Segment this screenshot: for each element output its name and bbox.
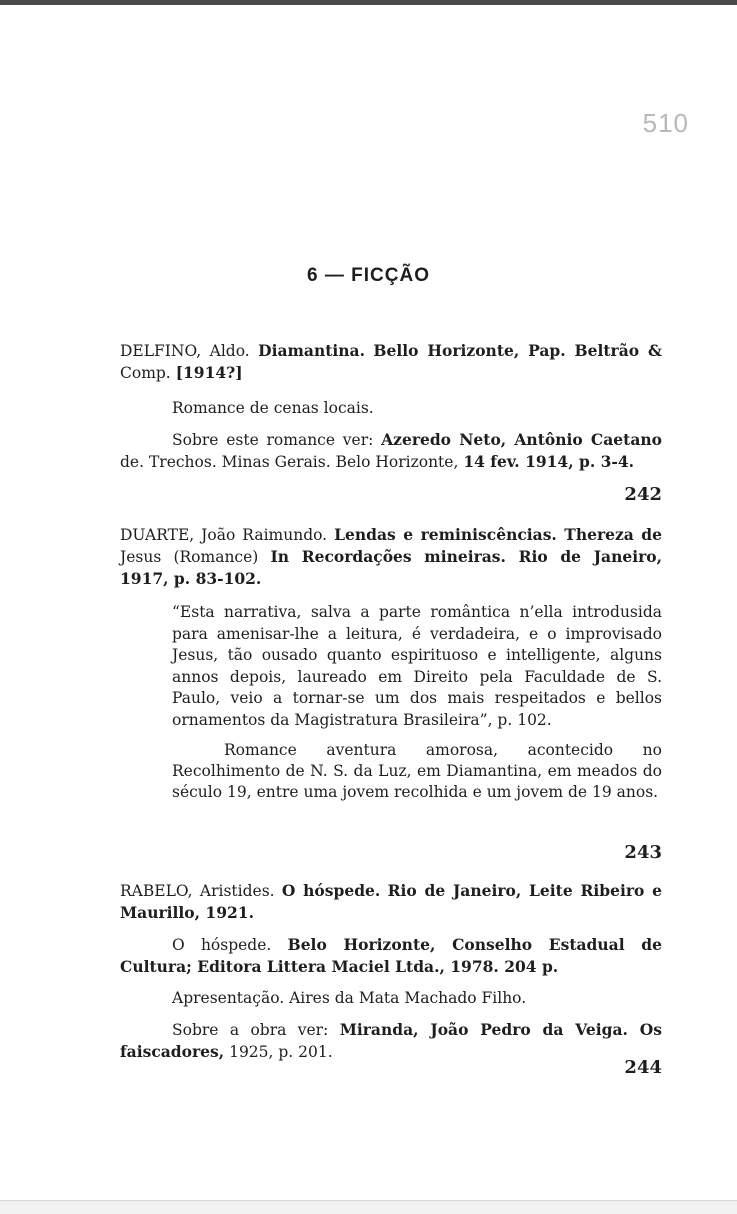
entry-note: Apresentação. Aires da Mata Machado Filho. bbox=[172, 989, 527, 1007]
bibliography-entry-242 bbox=[120, 340, 662, 473]
note-ref-author: Azeredo Neto, Antônio Caetano bbox=[381, 430, 662, 449]
entry-citation bbox=[120, 340, 662, 384]
section-title: 6 — FICÇÃO bbox=[307, 265, 430, 286]
entry-date: [1914?] bbox=[175, 363, 243, 382]
note-ref-author: Miranda, João Pedro da Veiga. Os faiscadores, bbox=[120, 1020, 662, 1061]
note-prefix: Sobre a obra ver: bbox=[172, 1021, 329, 1039]
entry-number: 243 bbox=[624, 842, 662, 863]
entry-imprint: Rio de Janeiro, Leite Ribeiro e Maurillo, 1921. bbox=[120, 881, 662, 922]
entry-citation bbox=[120, 524, 662, 590]
entry-imprint-cont: Comp. bbox=[120, 364, 171, 382]
note-ref-end: 14 fev. 1914, p. 3-4. bbox=[463, 452, 635, 471]
note-prefix: Sobre este romance ver: bbox=[172, 431, 374, 449]
edition-imprint: Belo Horizonte, Conselho Estadual de Cultura; Editora Littera Maciel Ltda., 1978. 204 p. bbox=[120, 935, 662, 976]
page-number: 510 bbox=[642, 108, 689, 138]
entry-second-edition bbox=[120, 934, 662, 978]
entry-title: Diamantina. bbox=[258, 341, 365, 360]
entry-author: DUARTE, João Raimundo. bbox=[120, 526, 328, 544]
bibliography-entry-244 bbox=[120, 880, 662, 1063]
edition-title: O hóspede. bbox=[172, 936, 272, 954]
entry-title-cont: Jesus (Romance) bbox=[120, 548, 259, 566]
entry-title: O hóspede. bbox=[281, 881, 381, 900]
entry-imprint: Bello Horizonte, Pap. Beltrão & bbox=[373, 341, 662, 360]
note-ref-mid: de. Trechos. Minas Gerais. Belo Horizonte, bbox=[120, 453, 459, 471]
entry-note-ref bbox=[120, 1019, 662, 1063]
entry-number: 244 bbox=[624, 1057, 662, 1078]
entry-author: DELFINO, Aldo. bbox=[120, 342, 250, 360]
scan-top-edge bbox=[0, 0, 737, 5]
entry-quote: “Esta narrativa, salva a parte romântica n’ella introdusida para amenisar-lhe a leitura, é verdadeira, e o improvisado Jesus, tão ousado quanto espirituoso e intelligente, alguns annos depois, laureado em Direito pela Faculdade de S. Paulo, veio a tornar-se um dos mais respeitados e bellos ornamentos da Magistratura Brasileira”, p. 102. bbox=[172, 603, 662, 729]
entry-title: Lendas e reminiscências. Thereza de bbox=[334, 525, 663, 544]
entry-imprint-cont: 1917, p. 83-102. bbox=[120, 569, 262, 588]
entry-note-ref bbox=[120, 429, 662, 473]
entry-citation bbox=[120, 880, 662, 924]
entry-number: 242 bbox=[624, 484, 662, 505]
entry-summary: Romance aventura amorosa, acontecido no Recolhimento de N. S. da Luz, em Diamantina, em meados do século 19, entre uma jovem recolhida e um jovem de 19 anos. bbox=[172, 740, 662, 801]
entry-author: RABELO, Aristides. bbox=[120, 882, 275, 900]
scan-bottom-edge bbox=[0, 1200, 737, 1214]
bibliography-entry-243 bbox=[120, 524, 662, 803]
note-ref-end: 1925, p. 201. bbox=[229, 1043, 333, 1061]
entry-imprint: In Recordações mineiras. Rio de Janeiro, bbox=[270, 547, 662, 566]
entry-note: Romance de cenas locais. bbox=[172, 399, 374, 417]
